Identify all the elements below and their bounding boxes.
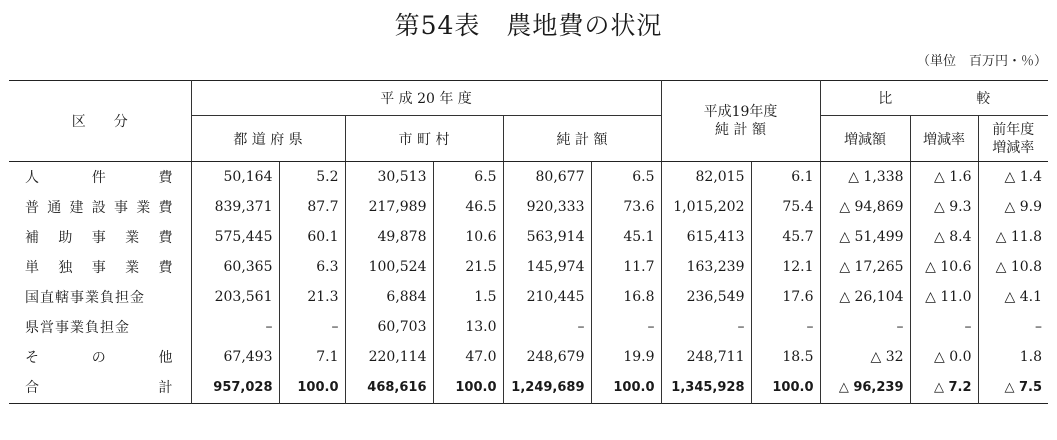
table-cell: 60,703 — [345, 312, 433, 342]
table-cell: △ 94,869 — [820, 192, 910, 222]
header-zennen — [978, 116, 1048, 162]
header-zogengaku: 増減額 — [820, 116, 910, 162]
table-cell: △ 7.5 — [978, 372, 1048, 404]
table-cell: △ 1.4 — [978, 162, 1048, 192]
table-cell: 45.1 — [591, 222, 661, 252]
table-cell: 100.0 — [591, 372, 661, 404]
table-cell: 957,028 — [191, 372, 279, 404]
table-cell: 563,914 — [503, 222, 591, 252]
header-zennen-line1: 前年度 — [992, 121, 1035, 138]
table-cell: △ 11.0 — [910, 282, 978, 312]
table-cell: △ 9.3 — [910, 192, 978, 222]
table-cell: △ 10.6 — [910, 252, 978, 282]
table-cell: △ 0.0 — [910, 342, 978, 372]
table-title: 第54表 農地費の状況 — [394, 11, 663, 40]
table-cell: 236,549 — [661, 282, 751, 312]
table-row — [9, 222, 1048, 252]
table-cell: 11.7 — [591, 252, 661, 282]
row-label: 合 計 — [25, 380, 173, 397]
table-cell: 50,164 — [191, 162, 279, 192]
table-cell: △ 32 — [820, 342, 910, 372]
table-cell: 217,989 — [345, 192, 433, 222]
table-cell: 12.1 — [751, 252, 820, 282]
table-cell: 468,616 — [345, 372, 433, 404]
table-cell: 82,015 — [661, 162, 751, 192]
table-cell: 6.3 — [279, 252, 345, 282]
table-cell: △ 11.8 — [978, 222, 1048, 252]
header-h19 — [661, 81, 820, 162]
table-cell: 1,015,202 — [661, 192, 751, 222]
table-cell: 19.9 — [591, 342, 661, 372]
table-cell: △ 4.1 — [978, 282, 1048, 312]
table-cell: △ 7.2 — [910, 372, 978, 404]
header-junkei: 純 計 額 — [503, 116, 661, 162]
table-cell: 1.8 — [978, 342, 1048, 372]
header-h19-line2: 純 計 額 — [715, 122, 766, 138]
table-cell: 100.0 — [751, 372, 820, 404]
table-cell: 575,445 — [191, 222, 279, 252]
table-cell: 75.4 — [751, 192, 820, 222]
table-cell: 6.1 — [751, 162, 820, 192]
table-cell: – — [820, 312, 910, 342]
table-cell: 100,524 — [345, 252, 433, 282]
table-cell: △ 17,265 — [820, 252, 910, 282]
table-cell: △ 10.8 — [978, 252, 1048, 282]
row-label: そ の 他 — [25, 349, 173, 366]
table-cell: △ 1.6 — [910, 162, 978, 192]
table-cell: 67,493 — [191, 342, 279, 372]
table-cell: – — [191, 312, 279, 342]
header-zennen-line2: 増減率 — [992, 139, 1035, 156]
table-cell: – — [910, 312, 978, 342]
table-cell: △ 96,239 — [820, 372, 910, 404]
table-cell: 80,677 — [503, 162, 591, 192]
header-kubun: 区 分 — [9, 81, 191, 162]
table-cell: – — [279, 312, 345, 342]
table-row — [9, 312, 1048, 342]
table-cell: △ 51,499 — [820, 222, 910, 252]
table-cell: 5.2 — [279, 162, 345, 192]
table-cell: 839,371 — [191, 192, 279, 222]
table-cell: 73.6 — [591, 192, 661, 222]
table-cell: 49,878 — [345, 222, 433, 252]
table-cell: 17.6 — [751, 282, 820, 312]
farmland-cost-table — [9, 80, 1048, 404]
row-label: 人 件 費 — [25, 169, 173, 186]
table-cell: 87.7 — [279, 192, 345, 222]
table-cell: 46.5 — [433, 192, 503, 222]
header-shichoson: 市 町 村 — [345, 116, 503, 162]
table-body — [9, 162, 1048, 404]
table-row — [9, 282, 1048, 312]
table-cell: △ 1,338 — [820, 162, 910, 192]
table-cell: △ 9.9 — [978, 192, 1048, 222]
table-cell: 30,513 — [345, 162, 433, 192]
table-row — [9, 372, 1048, 404]
table-cell: 10.6 — [433, 222, 503, 252]
row-label: 県営事業負担金 — [25, 319, 130, 336]
row-label: 単 独 事 業 費 — [25, 259, 173, 276]
table-cell: – — [503, 312, 591, 342]
table-cell: 163,239 — [661, 252, 751, 282]
table-cell: 1,345,928 — [661, 372, 751, 404]
table-cell: 18.5 — [751, 342, 820, 372]
table-cell: 13.0 — [433, 312, 503, 342]
table-cell: 60,365 — [191, 252, 279, 282]
table-cell: 45.7 — [751, 222, 820, 252]
table-cell: 615,413 — [661, 222, 751, 252]
unit-note: （単位 百万円・％） — [916, 54, 1047, 69]
table-cell: – — [591, 312, 661, 342]
row-label: 国直轄事業負担金 — [25, 289, 145, 306]
table-row — [9, 342, 1048, 372]
table-cell: 100.0 — [433, 372, 503, 404]
table-cell: 21.3 — [279, 282, 345, 312]
table-cell: 100.0 — [279, 372, 345, 404]
table-cell: △ 26,104 — [820, 282, 910, 312]
table-row — [9, 162, 1048, 192]
table-cell: 6,884 — [345, 282, 433, 312]
table-row — [9, 192, 1048, 222]
row-label: 普 通 建 設 事 業 費 — [25, 199, 173, 216]
table-cell: △ 8.4 — [910, 222, 978, 252]
table-cell: 145,974 — [503, 252, 591, 282]
table-cell: 220,114 — [345, 342, 433, 372]
table-cell: 6.5 — [433, 162, 503, 192]
table-cell: 16.8 — [591, 282, 661, 312]
table-cell: 248,711 — [661, 342, 751, 372]
table-cell: 210,445 — [503, 282, 591, 312]
table-cell: 60.1 — [279, 222, 345, 252]
table-cell: 6.5 — [591, 162, 661, 192]
table-cell: 248,679 — [503, 342, 591, 372]
header-h20: 平 成 20 年 度 — [191, 81, 661, 116]
table-row — [9, 252, 1048, 282]
table-cell: 1.5 — [433, 282, 503, 312]
header-hikaku: 比 較 — [820, 81, 1048, 116]
table-cell: 47.0 — [433, 342, 503, 372]
table-cell: 21.5 — [433, 252, 503, 282]
table-cell: – — [751, 312, 820, 342]
table-cell: 7.1 — [279, 342, 345, 372]
header-h19-line1: 平成19年度 — [703, 104, 778, 120]
row-label: 補 助 事 業 費 — [25, 229, 173, 246]
header-zogenritsu: 増減率 — [910, 116, 978, 162]
table-cell: 1,249,689 — [503, 372, 591, 404]
header-todofuken: 都 道 府 県 — [191, 116, 345, 162]
table-cell: – — [661, 312, 751, 342]
table-cell: 920,333 — [503, 192, 591, 222]
table-cell: – — [978, 312, 1048, 342]
table-cell: 203,561 — [191, 282, 279, 312]
